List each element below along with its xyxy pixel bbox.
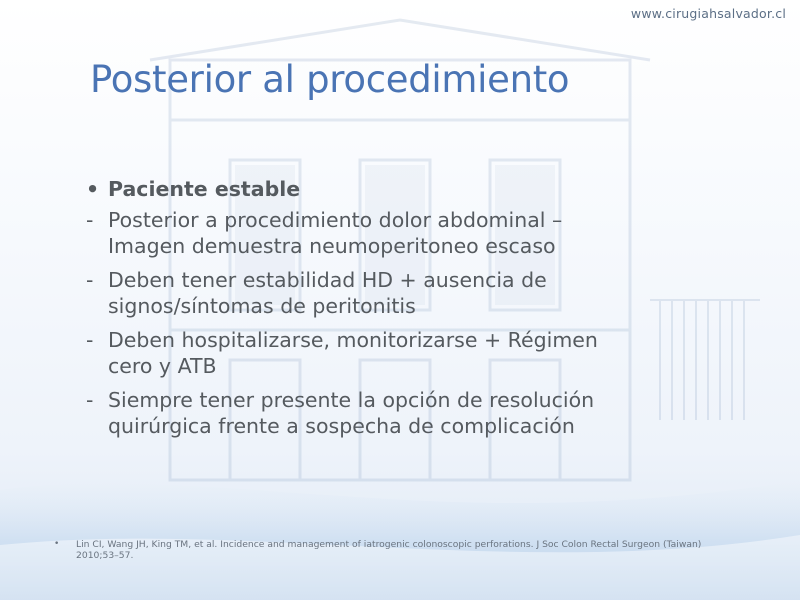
reference-citation (54, 539, 754, 561)
bullet-marker: • (86, 177, 100, 201)
main-bullet (86, 174, 726, 204)
slide-content (86, 174, 726, 447)
dash-item (86, 327, 726, 379)
dash-marker: - (86, 388, 94, 412)
dash-item (86, 267, 726, 319)
reference-text (76, 539, 701, 561)
dash-item-text (108, 387, 726, 439)
reference-line: 2010;53–57. (76, 550, 134, 561)
main-bullet-text: Paciente estable (108, 177, 301, 201)
dash-marker: - (86, 268, 94, 292)
dash-item-line: Imagen demuestra neumoperitoneo escaso (108, 234, 556, 258)
reference-line: Lin CI, Wang JH, King TM, et al. Incidence and management of iatrogenic colonoscopic perforations. J Soc Colon Rectal Surgeon (Taiwan) (76, 539, 702, 550)
dash-item-line: Deben tener estabilidad HD + ausencia de (108, 268, 547, 292)
dash-item-text (108, 207, 726, 259)
dash-item (86, 207, 726, 259)
dash-item-line: Deben hospitalizarse, monitorizarse + Régimen (108, 328, 598, 352)
dash-marker: - (86, 328, 94, 352)
dash-marker: - (86, 208, 94, 232)
dash-item-line: quirúrgica frente a sospecha de complicación (108, 414, 575, 438)
dash-item-text (108, 327, 726, 379)
dash-item-line: Siempre tener presente la opción de resolución (108, 388, 595, 412)
dash-item-line: cero y ATB (108, 354, 217, 378)
bottom-wave-decoration (0, 450, 800, 600)
reference-marker: • (54, 539, 60, 549)
dash-item (86, 387, 726, 439)
site-url: www.cirugiahsalvador.cl (630, 6, 786, 21)
dash-item-line: signos/síntomas de peritonitis (108, 294, 416, 318)
dash-item-text (108, 267, 726, 319)
dash-item-line: Posterior a procedimiento dolor abdominal – (108, 208, 563, 232)
slide-title: Posterior al procedimiento (90, 58, 570, 101)
